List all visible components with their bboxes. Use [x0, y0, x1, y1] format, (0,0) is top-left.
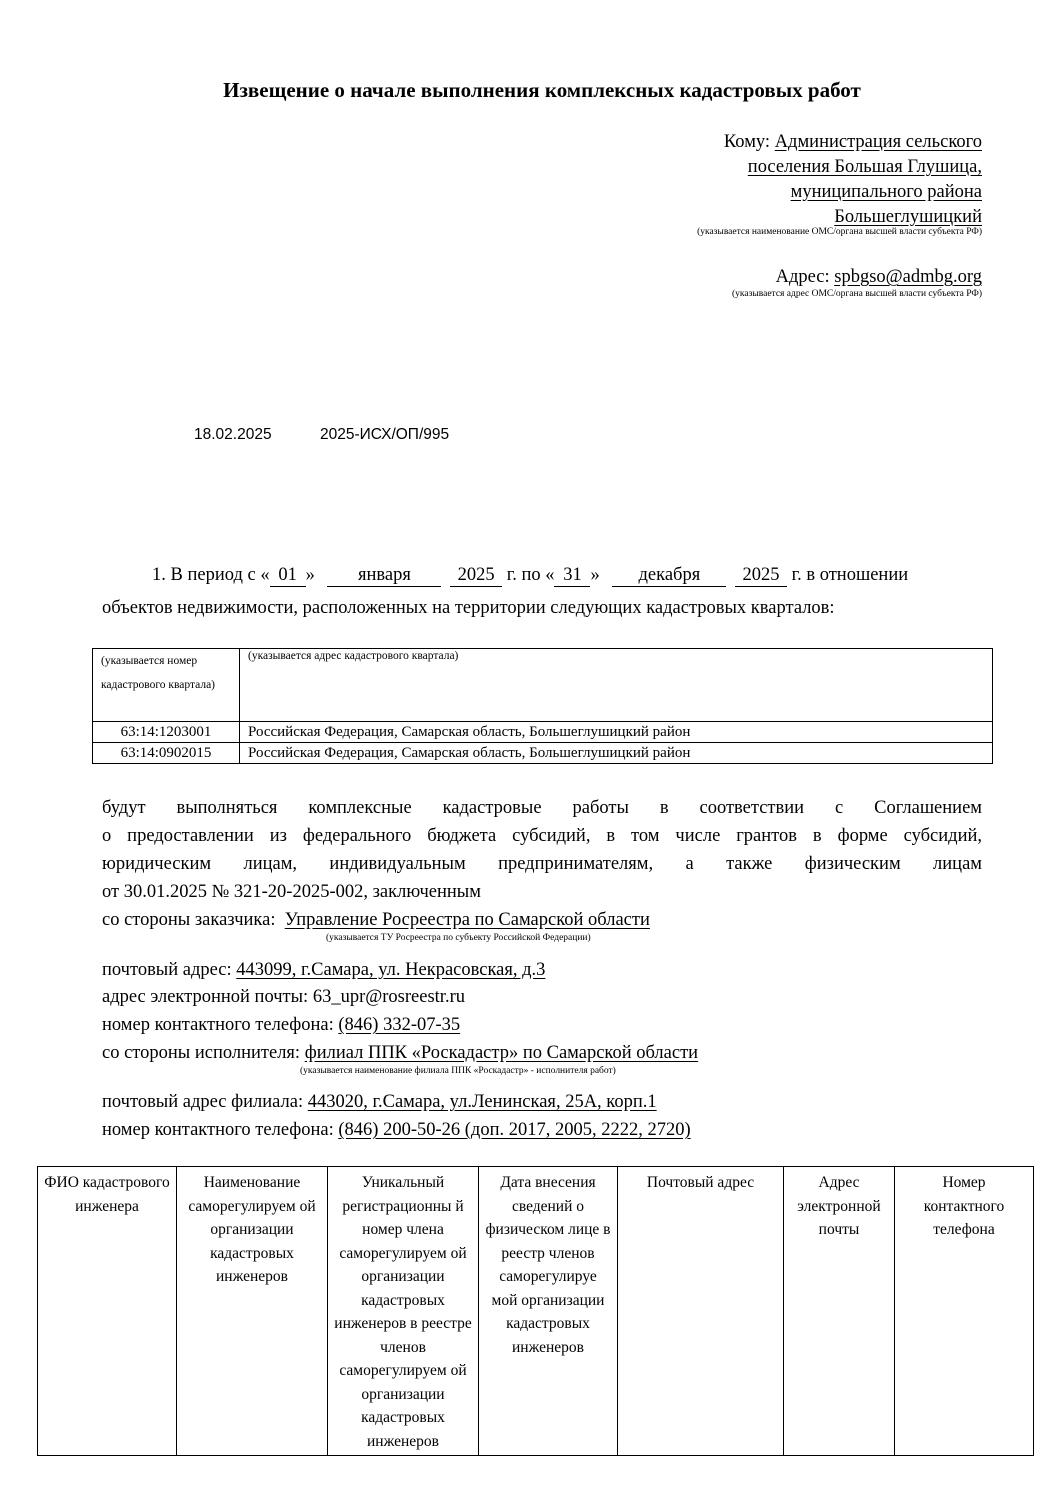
registration-number: 2025-ИСХ/ОП/995: [320, 426, 450, 443]
to-day: 31: [554, 564, 590, 587]
quarter-number: 63:14:1203001: [93, 722, 240, 743]
agreement-line-3: юридическим лицам, индивидуальным предпринимателям, а также физическим лицам: [102, 854, 982, 874]
quote-close-2: »: [590, 565, 600, 585]
header-postal-address: Почтовый адрес: [618, 1167, 784, 1456]
address-block: [776, 265, 982, 290]
recipient-line-3: муниципального района: [790, 182, 982, 202]
table-row: [93, 649, 993, 722]
contractor-postal-value: 443020, г.Самара, ул.Ленинская, 25А, корп.1: [307, 1092, 657, 1112]
header-registry-date: Дата внесения сведений о физическом лице в реестр членов саморегулируе мой организации кадастровых инженеров: [479, 1167, 618, 1456]
table-row: [93, 743, 993, 764]
recipient-line-2: поселения Большая Глушица,: [747, 157, 982, 177]
quote-close-1: »: [305, 565, 315, 585]
contractor-label: со стороны исполнителя:: [102, 1043, 301, 1063]
quarters-table: [92, 648, 993, 764]
customer-value: Управление Росреестра по Самарской области: [284, 910, 650, 930]
customer-phone: [102, 1011, 460, 1039]
from-year: 2025: [450, 564, 502, 587]
agreement-line-4: от 30.01.2025 № 321-20-2025-002, заключенным: [102, 882, 481, 902]
contractor-value: филиал ППК «Роскадастр» по Самарской области: [304, 1043, 699, 1063]
contractor-postal: [102, 1088, 657, 1116]
recipient-note: (указывается наименование ОМС/органа высшей власти субъекта РФ): [697, 227, 982, 237]
period-suffix: г. в отношении: [791, 565, 909, 585]
customer-email-value: 63_upr@rosreestr.ru: [312, 987, 465, 1007]
document-title: Извещение о начале выполнения комплексных кадастровых работ: [223, 78, 861, 102]
engineers-table: [37, 1166, 1034, 1456]
header-email: Адрес электронной почты: [784, 1167, 895, 1456]
period-prefix: 1. В период с: [152, 565, 256, 585]
recipient-line-1: Администрация сельского: [774, 132, 982, 152]
from-month: января: [327, 564, 441, 587]
table-row: [38, 1167, 1034, 1456]
header-phone: Номер контактного телефона: [895, 1167, 1034, 1456]
recipient-line-4: Большеглушицкий: [834, 207, 982, 227]
period-mid: г. по: [506, 565, 541, 585]
customer-note: (указывается ТУ Росреестра по субъекту Российской Федерации): [326, 933, 591, 943]
address-note: (указывается адрес ОМС/органа высшей власти субъекта РФ): [732, 289, 982, 299]
contractor-phone-label: номер контактного телефона:: [102, 1120, 334, 1140]
header-quarter-address: (указывается адрес кадастрового квартала): [240, 649, 993, 722]
contractor-phone: [102, 1116, 691, 1144]
quarter-address: Российская Федерация, Самарская область, Большеглушицкий район: [240, 722, 993, 743]
from-day: 01: [270, 564, 306, 587]
to-year: 2025: [735, 564, 787, 587]
contractor-phone-value: (846) 200-50-26 (доп. 2017, 2005, 2222, 2720): [338, 1120, 691, 1140]
customer-email-label: адрес электронной почты:: [102, 987, 309, 1007]
period-line: [152, 561, 908, 589]
contractor-note: (указывается наименование филиала ППК «Роскадастр» - исполнителя работ): [300, 1066, 616, 1076]
recipient-label: Кому:: [723, 132, 771, 152]
customer-phone-label: номер контактного телефона:: [102, 1015, 334, 1035]
recipient-block: [724, 130, 982, 230]
quote-open-1: «: [260, 565, 270, 585]
customer-postal: [102, 956, 545, 984]
agreement-text: [102, 794, 982, 906]
address-label: Адрес:: [775, 267, 830, 287]
quarter-address: Российская Федерация, Самарская область, Большеглушицкий район: [240, 743, 993, 764]
quote-open-2: «: [545, 565, 555, 585]
period-line-2: объектов недвижимости, расположенных на территории следующих кадастровых кварталов:: [102, 598, 835, 618]
to-month: декабря: [612, 564, 726, 587]
quarter-number: 63:14:0902015: [93, 743, 240, 764]
table-row: [93, 722, 993, 743]
header-quarter-number: [93, 649, 240, 722]
header-registration-number: Уникальный регистрационны й номер члена саморегулируем ой организации кадастровых инженеров в реестре членов саморегулируем ой организации кадастровых инженеров: [328, 1167, 479, 1456]
address-value: spbgso@admbg.org: [834, 267, 982, 287]
customer-postal-value: 443099, г.Самара, ул. Некрасовская, д.3: [236, 960, 546, 980]
agreement-line-1: будут выполняться комплексные кадастровые работы в соответствии с Соглашением: [102, 798, 982, 818]
contractor-postal-label: почтовый адрес филиала:: [102, 1092, 304, 1112]
customer-label: со стороны заказчика:: [102, 910, 276, 930]
header-engineer-name: ФИО кадастрового инженера: [38, 1167, 177, 1456]
customer-line: [102, 906, 650, 934]
registration-date: 18.02.2025: [194, 426, 272, 443]
contractor-line: [102, 1039, 698, 1067]
header-sro-name: Наименование саморегулируем ой организации кадастровых инженеров: [177, 1167, 328, 1456]
customer-email: [102, 983, 465, 1011]
agreement-line-2: о предоставлении из федерального бюджета субсидий, в том числе грантов в форме субсидий,: [102, 826, 982, 846]
customer-postal-label: почтовый адрес:: [102, 960, 232, 980]
customer-phone-value: (846) 332-07-35: [338, 1015, 461, 1035]
header-quarter-number-text: (указывается номер кадастрового квартала): [101, 655, 216, 691]
